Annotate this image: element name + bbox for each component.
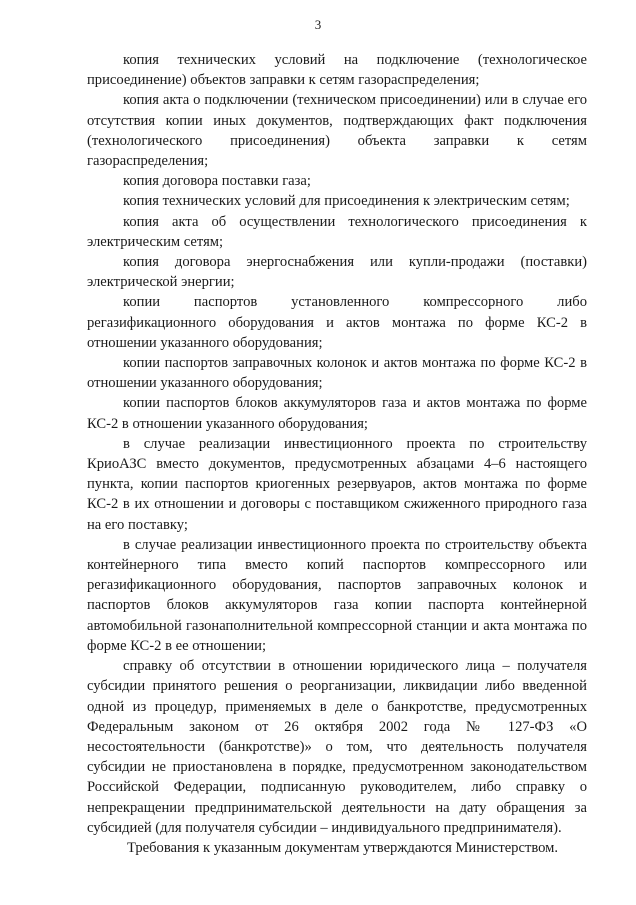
paragraph-energy-supply-contract: копия договора энергоснабжения или купли-продажи (поставки) электрической энергии; (87, 254, 587, 291)
page-number: 3 (314, 17, 322, 32)
paragraph-requirements: Требования к указанным документам утверждаются Министерством. (127, 839, 559, 856)
paragraph-cryo-station: в случае реализации инвестиционного проекта по строительству КриоАЗС вместо документов, предусмотренных абзацами 4–6 настоящего пункта, копии паспортов криогенных резервуаров, актов монтажа по форме КС-2 в их отношении и договоры с поставщиком сжиженного природного газа на его поставку; (87, 435, 587, 533)
paragraph-dispenser-passports: копии паспортов заправочных колонок и актов монтажа по форме КС-2 в отношении указанного оборудования; (87, 355, 587, 392)
paragraph-compressor-passports: копии паспортов установленного компрессорного либо регазификационного оборудования и актов монтажа по форме КС-2 в отношении указанного оборудования; (87, 294, 587, 351)
document-body (87, 50, 587, 858)
paragraph-gas-supply-contract: копия договора поставки газа; (123, 173, 311, 190)
paragraph-gas-storage-passports: копии паспортов блоков аккумуляторов газа и актов монтажа по форме КС-2 в отношении указанного оборудования; (87, 395, 587, 432)
paragraph-tech-conditions-electric: копия технических условий для присоединения к электрическим сетям; (123, 193, 570, 210)
paragraph-reorganization-certificate: справку об отсутствии в отношении юридического лица – получателя субсидии принятого решения о реорганизации, ликвидации либо введенной одной из процедур, применяемых в деле о банкротстве, предусмотренных Федеральным законом от 26 октября 2002 года № 127-ФЗ «О несостоятельности (банкротстве)» о том, что деятельность получателя субсидии не приостановлена в порядке, предусмотренном законодательством Российской Федерации, подписанную руководителем, либо справку о непрекращении предпринимательской деятельности на дату обращения за субсидией (для получателя субсидии – индивидуального предпринимателя). (87, 658, 587, 836)
paragraph-connection-act-gas: копия акта о подключении (техническом присоединении) или в случае его отсутствия копии иных документов, подтверждающих факт подключения (технологического присоединения) объекта заправки к сетям газораспределения; (87, 92, 587, 170)
paragraph-container-station: в случае реализации инвестиционного проекта по строительству объекта контейнерного типа вместо копий паспортов компрессорного или регазификационного оборудования, паспортов заправочных колонок и паспортов блоков аккумуляторов газа копии паспорта контейнерной автомобильной газонаполнительной компрессорной станции и акта монтажа по форме КС-2 в ее отношении; (87, 536, 587, 654)
paragraph-tech-conditions-gas: копия технических условий на подключение (технологическое присоединение) объектов заправки к сетям газораспределения; (87, 52, 587, 89)
paragraph-connection-act-electric: копия акта об осуществлении технологического присоединения к электрическим сетям; (87, 213, 587, 250)
